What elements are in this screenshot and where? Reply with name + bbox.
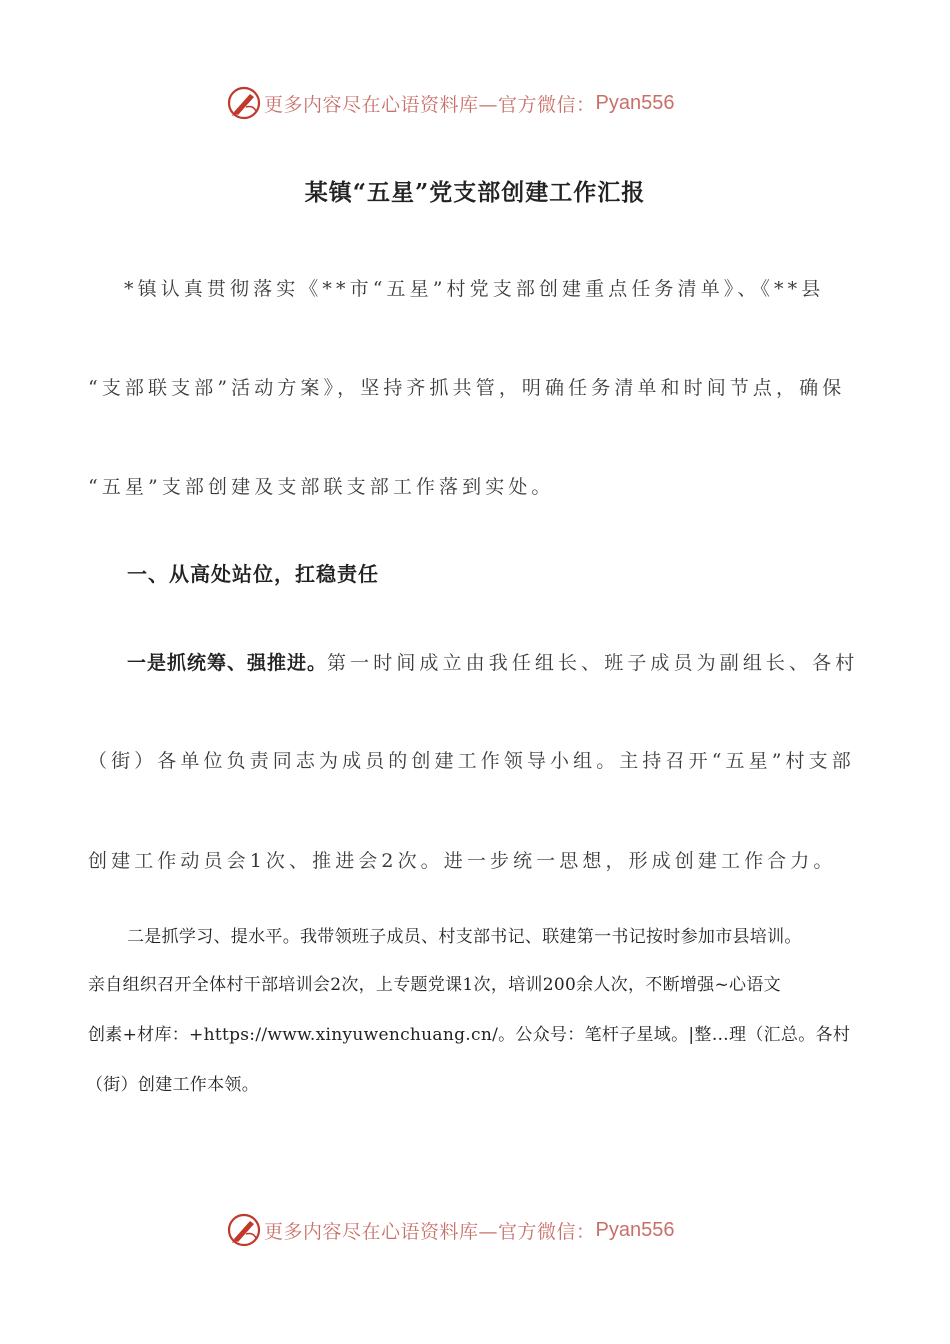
document-title: 某镇“五星”党支部创建工作汇报 [304, 179, 646, 206]
intro-line-3: “五星”支部创建及支部联支部工作落到实处。 [88, 476, 555, 498]
pen-logo-icon [226, 85, 262, 121]
section-heading-1: 一、从高处站位，扛稳责任 [127, 562, 379, 586]
header-banner [0, 83, 950, 123]
para1-line-1 [127, 648, 858, 675]
pen-logo-icon [226, 1212, 262, 1248]
para2-line-4: （街）创建工作本领。 [86, 1075, 259, 1095]
para1-line-1-rest: 第一时间成立由我任组长、班子成员为副组长、各村 [327, 652, 859, 674]
para1-line-2: （街）各单位负责同志为成员的创建工作领导小组。主持召开“五星”村支部 [88, 750, 855, 772]
banner-wechat-id: Pyan556 [595, 91, 675, 114]
para2-line-2: 亲自组织召开全体村干部培训会2次，上专题党课1次，培训200余人次，不断增强~心语文 [88, 975, 781, 995]
footer-banner [0, 1210, 950, 1250]
para1-lead: 一是抓统筹、强推进。 [127, 652, 328, 674]
banner-text: 更多内容尽在心语资料库—官方微信： [264, 93, 596, 116]
para2-line-3: 创素+材库：+https://www.xinyuwenchuang.cn/。公众号：笔杆子星域。|整…理（汇总。各村 [88, 1025, 851, 1045]
banner-wechat-id: Pyan556 [595, 1218, 675, 1241]
intro-line-1: *镇认真贯彻落实《**市“五星”村党支部创建重点任务清单》、《**县 [124, 278, 825, 300]
intro-line-2: “支部联支部”活动方案》，坚持齐抓共管，明确任务清单和时间节点，确保 [88, 377, 846, 399]
para1-line-3: 创建工作动员会1次、推进会2次。进一步统一思想，形成创建工作合力。 [88, 850, 837, 872]
para2-line-1: 二是抓学习、提水平。我带领班子成员、村支部书记、联建第一书记按时参加市县培训。 [127, 927, 802, 947]
banner-text: 更多内容尽在心语资料库—官方微信： [264, 1220, 596, 1243]
